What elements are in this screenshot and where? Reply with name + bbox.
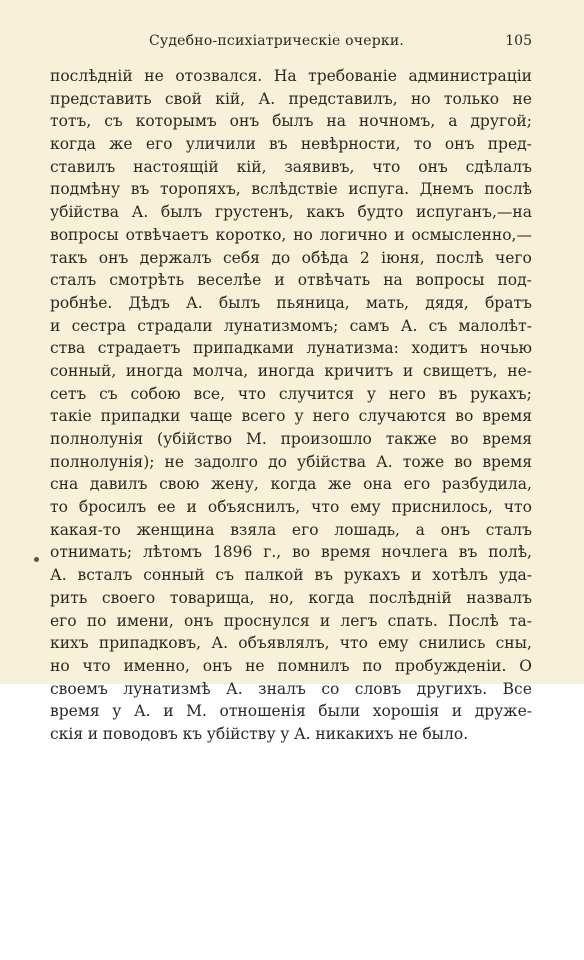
word: убійства [297,452,366,471]
word: А. [258,89,276,108]
word: уда- [498,566,532,585]
word: под- [497,271,532,290]
word: иногда [257,361,315,380]
word: скія [50,724,84,743]
text-line [50,315,532,338]
word: зналъ [258,679,306,698]
word: кій, [215,89,246,108]
text-line [50,496,532,519]
word: ходитъ [411,339,468,358]
word: случаются [358,407,447,426]
word: время [482,407,532,426]
word: всталъ [77,566,133,585]
word: свой [164,89,202,108]
word: время [321,543,371,562]
word: заявивъ, [284,157,355,176]
word: О [519,656,532,675]
word: время [482,430,532,448]
word: требованіе [308,67,397,85]
word: у [366,384,377,403]
word: бросилъ [78,498,147,517]
word: рукахъ; [470,384,532,403]
word: веселѣе [197,271,262,290]
text-line [50,632,532,655]
word: вопросы [415,271,485,290]
word: такъ [50,248,88,267]
word: На [273,67,297,85]
word: не [398,724,418,743]
word: ночью [480,339,532,358]
word: на [383,271,403,290]
word: свищетъ, [422,361,498,380]
word: него [388,384,426,403]
margin-mark [34,557,39,562]
word: администраціи [408,67,532,85]
word: ства [50,339,86,358]
word: лунатизмѣ [123,679,211,698]
word: друже- [474,702,532,721]
word: лунатизма: [306,339,399,358]
word: іюня, [381,248,425,267]
word: во [292,543,311,562]
word: вопросы [50,225,119,244]
word: грустенъ, [214,203,294,222]
word: ставилъ [50,157,116,176]
word: а [415,520,425,539]
word: испуга. [348,180,410,199]
word: на [326,112,346,131]
word: его [50,611,77,630]
word: хотѣлъ [432,566,488,585]
word: отозвался. [175,67,263,85]
word: по [86,611,107,630]
word: представилъ, [288,89,398,108]
word: страдаетъ [97,339,181,358]
word: ночномъ, [358,112,436,131]
text-line [50,269,532,292]
word: пробужденіи. [394,656,507,675]
word: страдали [137,316,213,335]
word: А. [400,316,418,335]
text-line [50,564,532,587]
word: не- [507,361,532,380]
word: спать. [387,611,438,630]
word: онъ [229,112,260,131]
word: и [402,361,414,380]
text-line [50,610,532,633]
word: послѣдній [368,588,452,607]
word: во [455,407,474,426]
word: Послѣ [447,611,499,630]
word: братъ [484,293,532,312]
word: такіе [50,407,92,426]
word: А. [186,293,203,312]
word: палкой [244,566,304,585]
word: чего [495,248,532,267]
word: когда [270,475,317,494]
word: его [145,135,173,154]
word: послѣдній [50,67,133,85]
word: а [448,112,458,131]
text-line [50,156,532,179]
word: ему [350,498,381,517]
word: 2 [359,248,370,267]
word: кій, [236,157,267,176]
text-line [50,65,532,88]
word: она [363,475,392,494]
word: никакихъ [315,724,394,743]
word: когда [308,588,355,607]
text-line [50,519,532,542]
word: иногда [125,361,183,380]
word: А. [131,203,149,222]
word: назвалъ [466,588,532,607]
word: сонный [143,566,205,585]
word: ночлега [381,543,448,562]
word: сетъ [50,384,87,403]
word: торопяхъ, [159,180,241,199]
word: было. [422,724,469,743]
text-line [50,723,532,746]
word: помнилъ [277,656,350,675]
word: во [450,430,469,448]
word: А. [211,634,228,653]
word: обѣда [301,248,349,267]
word: что [503,498,532,517]
word: у [294,407,304,426]
word: настоящій [133,157,219,176]
word: кихъ [50,634,89,653]
word: послѣ [436,248,484,267]
word: сна [50,475,79,494]
word: логично [319,225,388,244]
word: только [443,89,500,108]
word: припадковъ, [98,634,202,653]
word: снились [418,634,486,653]
text-line [50,383,532,406]
word: въ [269,135,288,154]
word: жену, [210,475,259,494]
word: къ [182,724,203,743]
text-line [50,88,532,111]
word: разбудила, [441,475,532,494]
text-line [50,655,532,678]
word: не [144,67,164,85]
word: другой; [470,112,532,131]
page-number: 105 [505,33,532,49]
text-line [50,473,532,496]
text-line [50,587,532,610]
word: полѣ, [488,543,532,562]
word: А. [226,679,243,698]
word: рить [50,588,88,607]
word: что [82,656,111,675]
word: молча, [192,361,249,380]
word: у [280,724,290,743]
word: (убійство [157,430,233,448]
word: лѣтомъ [142,543,203,562]
word: и [394,225,405,244]
word: проснулся [223,611,310,630]
word: дядя, [425,293,469,312]
word: М. [186,702,207,721]
text-line [50,110,532,133]
word: сестра [71,316,126,335]
word: отвѣчать [297,271,371,290]
word: онъ [98,248,129,267]
word: въ [130,180,150,199]
word: М. [245,430,267,448]
word: собою [130,384,181,403]
text-line [50,292,532,315]
word: имени, [116,611,174,630]
word: другихъ. [416,679,488,698]
word: но [410,89,431,108]
word: со [321,679,340,698]
word: время [50,702,100,721]
word: представить [50,89,152,108]
word: также [385,430,437,448]
text-line [50,451,532,474]
word: до [268,452,287,471]
text-line [50,201,532,224]
header-title: Судебно-психіатрическіе очерки. [149,33,405,49]
word: онъ [444,135,475,154]
word: всего [241,407,286,426]
word: хорошія [372,702,440,721]
word: съ [104,112,123,131]
word: ему [378,634,409,653]
word: уличили [185,135,256,154]
word: отношенія [219,702,306,721]
word: испуганъ,—на [415,203,532,222]
word: своемъ [50,679,108,698]
text-line [50,405,532,428]
word: А. [376,452,393,471]
word: же [328,475,352,494]
word: объяснилъ, [207,498,301,517]
word: свою [159,475,200,494]
word: припадки [100,407,181,426]
word: былъ [160,203,203,222]
word: но [293,225,313,244]
word: до [271,248,291,267]
word: поводовъ [102,724,178,743]
word: будто [357,203,404,222]
word: осмысленно,— [411,225,532,244]
word: не [245,656,265,675]
word: убійству [206,724,276,743]
word: мать, [365,293,410,312]
word: А. [294,724,311,743]
text-line [50,178,532,201]
word: и [87,724,99,743]
word: съ [99,384,118,403]
word: полнолунія); [50,452,155,471]
word: что [372,157,401,176]
word: именно, [123,656,190,675]
body-text [50,65,532,746]
word: у [112,702,122,721]
word: коротко, [215,225,287,244]
word: были [318,702,361,721]
word: припадками [192,339,294,358]
word: былъ [272,112,314,131]
word: когда [50,135,96,154]
text-line [50,247,532,270]
word: отнимать; [50,543,133,562]
word: робнѣе. [50,293,113,312]
word: сталъ [485,520,532,539]
word: съ [428,316,448,335]
word: взяла [230,520,277,539]
word: и [186,498,197,517]
word: подмѣну [50,180,121,199]
word: и [411,566,422,585]
word: кричитъ [324,361,394,380]
word: полнолунія [50,430,144,448]
word: былъ [218,293,261,312]
word: не [164,452,185,471]
word: же [109,135,133,154]
text-line [50,337,532,360]
word: словъ [354,679,402,698]
word: смотрѣть [109,271,185,290]
text-line [50,224,532,247]
word: ее [157,498,176,517]
word: тотъ, [50,112,92,131]
word: то [413,135,432,154]
word: давилъ [89,475,148,494]
text-line [50,428,532,451]
word: послѣ [484,180,532,199]
text-line [50,541,532,564]
word: сталъ [50,271,97,290]
word: по [362,656,382,675]
word: все, [193,384,226,403]
text-line [50,133,532,156]
word: вслѣдствіе [251,180,338,199]
word: и [163,702,174,721]
word: легъ [340,611,378,630]
word: то [50,498,68,517]
word: сны, [495,634,532,653]
word: и [319,611,331,630]
running-header [50,33,532,55]
word: держалъ [139,248,212,267]
word: что [237,384,266,403]
text-line [50,678,532,701]
word: невѣрности, [300,135,401,154]
word: не [512,89,532,108]
word: лошадь, [334,520,400,539]
word: что [311,498,340,517]
word: Дѣдъ [128,293,170,312]
word: но [50,656,70,675]
word: А. [50,566,67,585]
word: какая-то [50,520,121,539]
word: онъ [418,157,448,176]
word: и [50,316,61,335]
word: 1896 [212,543,253,562]
word: сонный, [50,361,117,380]
word: какъ [306,203,345,222]
word: него [312,407,350,426]
word: убійства [50,203,119,222]
word: себя [222,248,260,267]
text-line [50,700,532,723]
word: и [274,271,285,290]
word: Днемъ [419,180,474,199]
word: онъ [202,656,233,675]
word: своего [101,588,156,607]
word: но, [269,588,294,607]
word: женщина [136,520,215,539]
word: товарища, [169,588,255,607]
word: рукахъ [343,566,401,585]
word: его [403,475,431,494]
word: пьяница, [276,293,350,312]
word: задолго [194,452,258,471]
word: что [339,634,368,653]
word: случится [278,384,355,403]
word: объявлялъ, [238,634,330,653]
word: въ [438,384,458,403]
word: и [451,702,463,721]
word: сдѣлалъ [465,157,532,176]
word: лунатизмомъ; [223,316,339,335]
word: въ [314,566,333,585]
word: пред- [487,135,532,154]
word: тоже [402,452,445,471]
word: Все [502,679,532,698]
word: въ [458,543,478,562]
word: которымъ [135,112,217,131]
word: произошло [280,430,372,448]
word: онъ [183,611,214,630]
word: чаще [189,407,233,426]
word: та- [508,611,532,630]
word: во [454,452,473,471]
text-line [50,360,532,383]
word: отвѣчаетъ [125,225,209,244]
word: его [291,520,319,539]
word: онъ [440,520,471,539]
word: г., [263,543,282,562]
word: А. [133,702,151,721]
word: малолѣт- [458,316,532,335]
word: время [482,452,532,471]
word: съ [215,566,234,585]
word: самъ [349,316,390,335]
word: приснилось, [391,498,493,517]
